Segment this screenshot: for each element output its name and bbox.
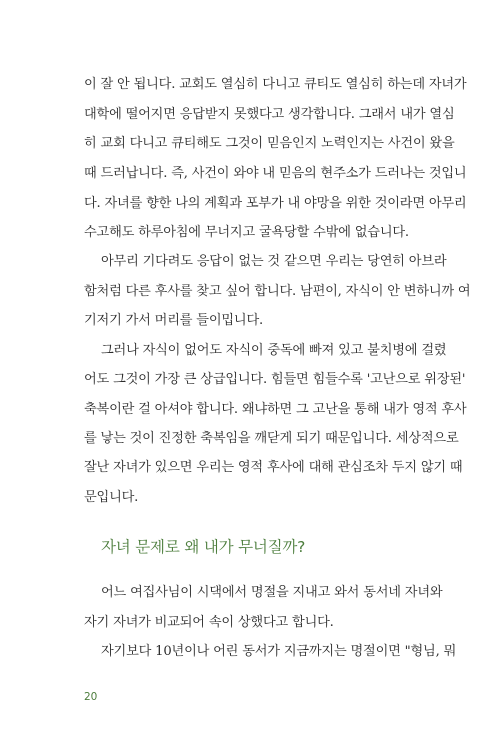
text-line: 그러나 자식이 없어도 자식이 중독에 빠져 있고 불치병에 걸렸 (101, 343, 447, 358)
text-line: 이 잘 안 됩니다. 교회도 열심히 다니고 큐티도 열심히 하는데 자녀가 (84, 77, 467, 92)
text-line: 기저기 가서 머리를 들이밉니다. (84, 313, 263, 328)
text-line: 때 드러납니다. 즉, 사건이 와야 내 믿음의 현주소가 드러나는 것입니 (84, 166, 467, 181)
text-line: 대학에 떨어지면 응답받지 못했다고 생각합니다. 그래서 내가 열심 (84, 107, 455, 122)
text-line: 를 낳는 것이 진정한 축복임을 깨닫게 되기 때문입니다. 세상적으로 (84, 431, 459, 446)
text-line: 함처럼 다른 후사를 찾고 싶어 합니다. 남편이, 자식이 안 변하니까 여 (84, 284, 471, 299)
text-line: 아무리 기다려도 응답이 없는 것 같으면 우리는 당연히 아브라 (101, 254, 447, 269)
text-line: 자기 자녀가 비교되어 속이 상했다고 합니다. (84, 615, 334, 630)
text-line: 다. 자녀를 향한 나의 계획과 포부가 내 야망을 위한 것이라면 아무리 (84, 196, 467, 211)
section-heading: 자녀 문제로 왜 내가 무너질까? (101, 538, 306, 556)
text-line: 어느 여집사님이 시댁에서 명절을 지내고 와서 동서네 자녀와 (101, 585, 443, 600)
text-line: 수고해도 하루아침에 무너지고 굴욕당할 수밖에 없습니다. (84, 225, 409, 240)
text-line: 잘난 자녀가 있으면 우리는 영적 후사에 대해 관심조차 두지 않기 때 (84, 460, 463, 475)
text-line: 히 교회 다니고 큐티해도 그것이 믿음인지 노력인지는 사건이 왔을 (84, 136, 455, 151)
text-line: 문입니다. (84, 490, 139, 505)
text-line: 자기보다 10년이나 어린 동서가 지금까지는 명절이면 "형님, 뭐 (101, 644, 457, 659)
text-line: 어도 그것이 가장 큰 상급입니다. 힘들면 힘들수록 '고난으로 위장된' (84, 372, 466, 387)
page-number: 20 (84, 691, 98, 703)
text-line: 축복이란 걸 아셔야 합니다. 왜냐하면 그 고난을 통해 내가 영적 후사 (84, 402, 467, 417)
